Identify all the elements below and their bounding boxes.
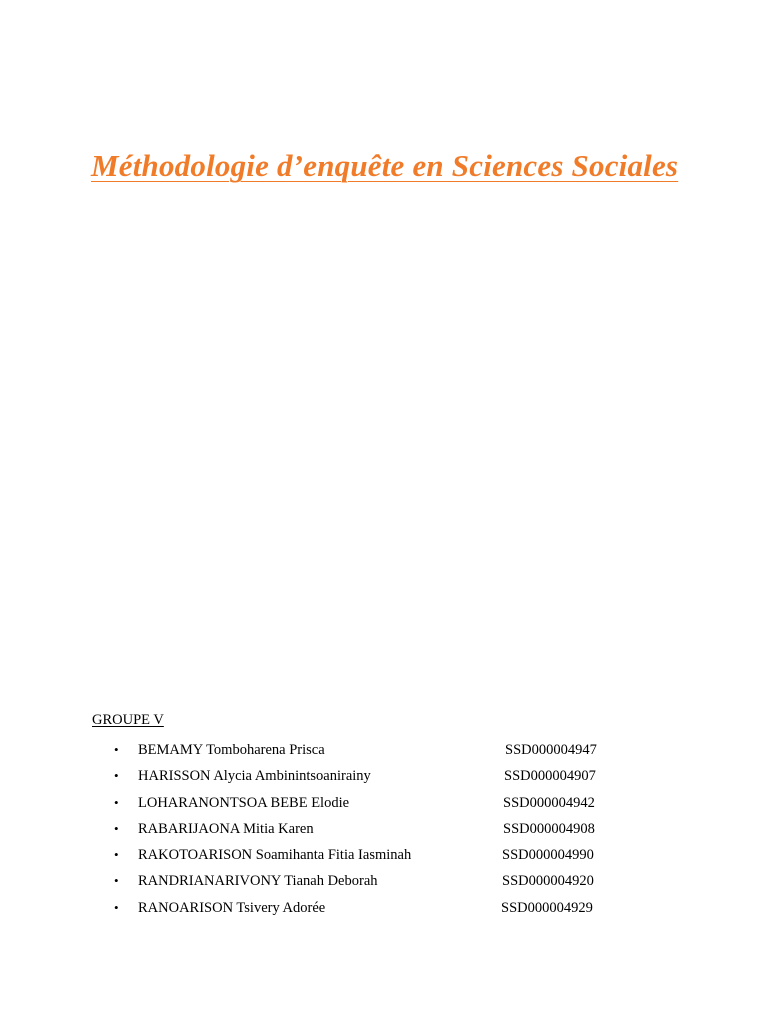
student-id: SSD000004908 [503, 820, 595, 837]
member-name: RAKOTOARISON Soamihanta Fitia Iasminah [138, 847, 412, 864]
list-item [0, 898, 768, 924]
list-item [0, 740, 768, 766]
bullet-icon: • [114, 847, 119, 863]
member-name: HARISSON Alycia Ambinintsoanirainy [138, 768, 371, 785]
list-item [0, 766, 768, 792]
bullet-icon: • [114, 768, 119, 784]
student-id: SSD000004942 [503, 794, 595, 811]
list-item [0, 793, 768, 819]
member-name: RANOARISON Tsivery Adorée [138, 899, 326, 916]
list-item [0, 845, 768, 871]
student-id: SSD000004990 [502, 847, 594, 864]
student-id: SSD000004947 [505, 742, 597, 758]
bullet-icon: • [114, 742, 119, 757]
student-id: SSD000004920 [502, 873, 594, 890]
member-name: RANDRIANARIVONY Tianah Deborah [138, 873, 378, 890]
student-id: SSD000004907 [504, 768, 596, 785]
member-list [0, 740, 768, 924]
member-name: BEMAMY Tomboharena Prisca [138, 742, 325, 758]
group-label: GROUPE V [92, 712, 164, 728]
bullet-icon: • [114, 820, 119, 836]
student-id: SSD000004929 [501, 899, 593, 916]
list-item [0, 819, 768, 845]
bullet-icon: • [114, 873, 119, 889]
member-name: RABARIJAONA Mitia Karen [138, 820, 314, 837]
member-name: LOHARANONTSOA BEBE Elodie [138, 794, 350, 811]
bullet-icon: • [114, 899, 119, 915]
document-title: Méthodologie d’enquête en Sciences Sociales [91, 148, 679, 183]
bullet-icon: • [114, 794, 119, 810]
list-item [0, 871, 768, 897]
